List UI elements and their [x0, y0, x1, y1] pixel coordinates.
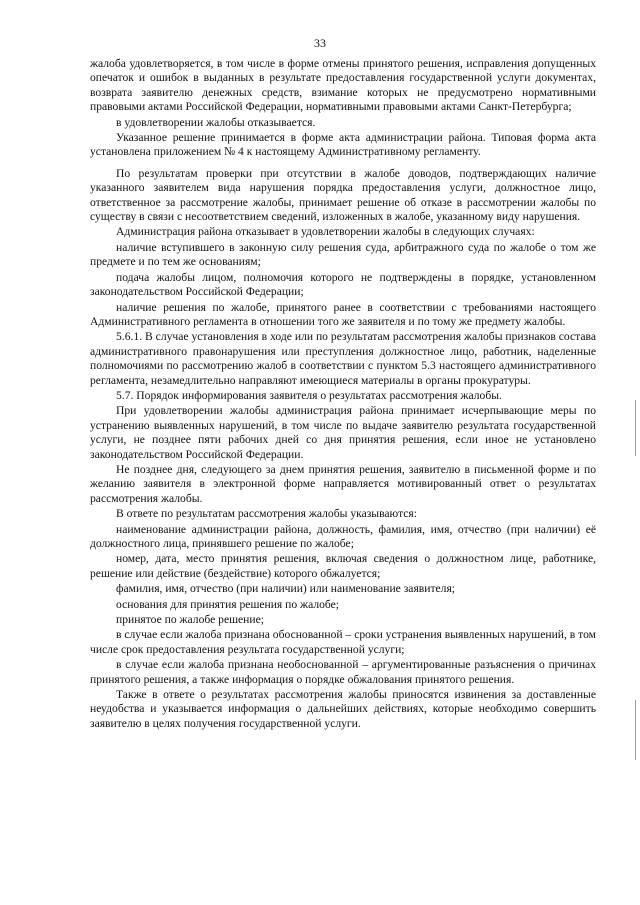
list-item: в случае если жалоба признана обоснованной – сроки устранения выявленных нарушений, в том числе срок предоставления результата государственной услуги;: [90, 628, 596, 656]
paragraph: Также в ответе о результатах рассмотрения жалобы приносятся извинения за доставленные неудобства и указывается информация о дальнейших действиях, которые необходимо совершить заявителю в целях получения государственной услуги.: [90, 688, 596, 730]
text-body: [90, 57, 596, 732]
paragraph: 5.6.1. В случае установления в ходе или по результатам рассмотрения жалобы признаков состава административного правонарушения или преступления должностное лицо, работник, наделенные полномочиями по рассмотрению жалоб в соответствии с пунктом 5.3 настоящего административного регламента, незамедлительно направляют имеющиеся материалы в органы прокуратуры.: [90, 330, 596, 387]
scan-edge-mark: [635, 700, 636, 760]
list-item: в случае если жалоба признана необоснованной – аргументированные разъяснения о причинах принятого решения, а также информация о порядке обжалования принятого решения.: [90, 658, 596, 686]
paragraph: Указанное решение принимается в форме акта администрации района. Типовая форма акта установлена приложением № 4 к настоящему Административному регламенту.: [90, 131, 596, 159]
list-item: номер, дата, место принятия решения, включая сведения о должностном лице, работнике, решение или действие (бездействие) которого обжалуется;: [90, 552, 596, 580]
paragraph: По результатам проверки при отсутствии в жалобе доводов, подтверждающих наличие указанного заявителем вида нарушения порядка предоставления услуги, должностное лицо, ответственное за рассмотрение жалобы, принимает решение об отказе в рассмотрении жалобы по существу в связи с несоответствием сведений, изложенных в жалобе, указанному виду нарушения.: [90, 166, 596, 224]
paragraph: наличие решения по жалобе, принятого ранее в соответствии с требованиями настоящего Административного регламента в отношении того же заявителя и по тому же предмету жалобы.: [90, 300, 596, 328]
paragraph: Администрация района отказывает в удовлетворении жалобы в следующих случаях:: [116, 225, 535, 239]
section-heading: 5.7. Порядок информирования заявителя о результатах рассмотрения жалобы.: [116, 388, 502, 402]
scan-edge-mark: [635, 400, 636, 456]
list-item: фамилия, имя, отчество (при наличии) или наименование заявителя;: [116, 582, 456, 596]
list-item: основания для принятия решения по жалобе;: [116, 597, 340, 611]
paragraph: в удовлетворении жалобы отказывается.: [116, 115, 316, 129]
paragraph: жалоба удовлетворяется, в том числе в форме отмены принятого решения, исправления допущенных опечаток и ошибок в выданных в результате предоставления государственной услуги документах, возврата заявителю денежных средств, взимание которых не предусмотрено нормативными правовыми актами Российской Федерации, нормативными правовыми актами Санкт-Петербурга;: [90, 57, 596, 114]
list-item: принятое по жалобе решение;: [116, 613, 264, 627]
list-item: наименование администрации района, должность, фамилия, имя, отчество (при наличии) её должностного лица, принявшего решение по жалобе;: [90, 522, 596, 550]
paragraph: При удовлетворении жалобы администрация района принимает исчерпывающие меры по устранению выявленных нарушений, в том числе по выдаче заявителю результата государственной услуги, не позднее пяти рабочих дней со дня принятия решения, если иное не установлено законодательством Российской Федерации.: [90, 404, 596, 461]
paragraph: наличие вступившего в законную силу решения суда, арбитражного суда по жалобе о том же предмете и по тем же основаниям;: [90, 240, 596, 269]
paragraph: подача жалобы лицом, полномочия которого не подтверждены в порядке, установленном законодательством Российской Федерации;: [90, 270, 596, 299]
paragraph: В ответе по результатам рассмотрения жалобы указываются:: [116, 507, 417, 521]
paragraph: Не позднее дня, следующего за днем принятия решения, заявителю в письменной форме и по желанию заявителя в электронной форме направляется мотивированный ответ о результатах рассмотрения жалобы.: [90, 462, 596, 505]
page-number: 33: [314, 36, 326, 50]
